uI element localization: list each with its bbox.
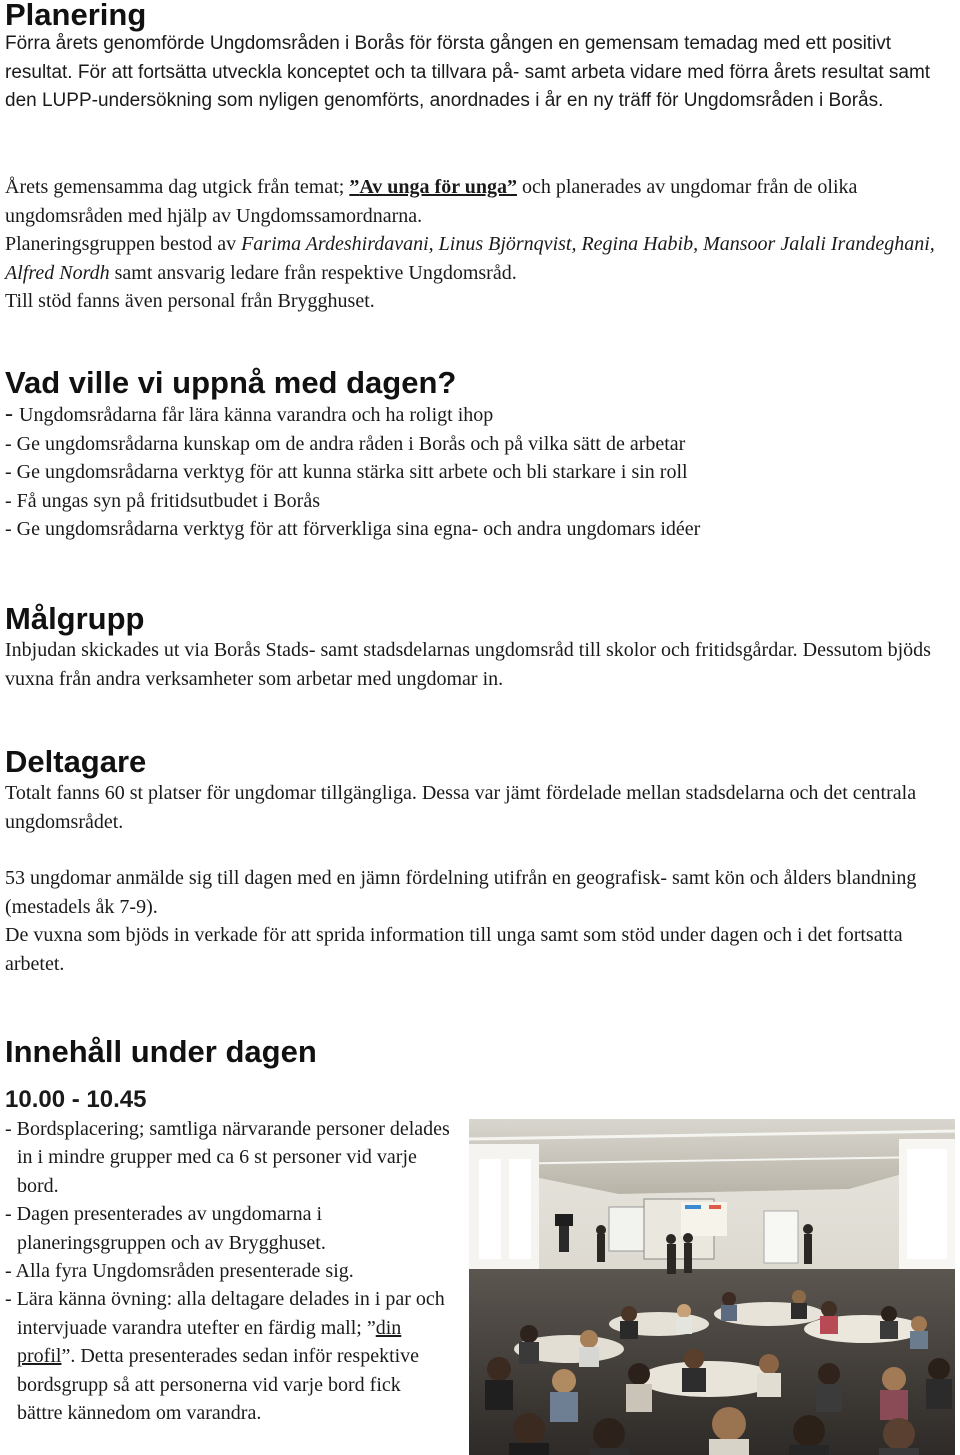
list-item: - Lära känna övning: alla deltagare delades in i par och intervjuade varandra utefter en färdig mall; ”din profil”. Detta presenterades sedan inför respektive bordsgrupp så att personerna vid varje bord fick bättre kännedom om varandra. xyxy=(5,1288,445,1425)
din-profil-link: din profil xyxy=(17,1316,402,1368)
group-post: samt ansvarig ledare från respektive Ungdomsråd. xyxy=(109,261,517,284)
deltagare-p3: De vuxna som bjöds in verkade för att sprida information till unga samt som stöd under dagen och i det fortsatta arbetet. xyxy=(5,924,903,975)
time-slot: 10.00 - 10.45 xyxy=(5,1086,147,1113)
event-photo xyxy=(469,1119,955,1455)
list-item: - Ge ungdomsrådarna verktyg för att kunna stärka sitt arbete och bli starkare i sin roll xyxy=(5,461,688,483)
malgrupp-section xyxy=(5,602,955,693)
deltagare-section xyxy=(5,745,955,978)
planering-heading: Planering xyxy=(5,0,147,32)
list-item: - Alla fyra Ungdomsråden presenterade sig. xyxy=(5,1260,354,1283)
goals-heading: Vad ville vi uppnå med dagen? xyxy=(5,365,457,400)
planering-section xyxy=(5,0,955,116)
list-item: - Bordsplacering; samtliga närvarande personer delades in i mindre grupper med ca 6 st personer vid varje bord. xyxy=(5,1118,450,1197)
support-paragraph: Till stöd fanns även personal från Brygghuset. xyxy=(5,290,375,312)
agenda-list xyxy=(5,1115,450,1427)
goals-section xyxy=(5,366,955,544)
goals-list xyxy=(5,400,955,544)
theme-pre: Årets gemensamma dag utgick från temat; xyxy=(5,176,350,198)
deltagare-heading: Deltagare xyxy=(5,744,147,779)
theme-paragraph-block xyxy=(5,173,955,316)
list-item: - Dagen presenterades av ungdomarna i planeringsgruppen och av Brygghuset. xyxy=(5,1203,326,1254)
list-item: - Få ungas syn på fritidsutbudet i Borås xyxy=(5,489,320,512)
malgrupp-heading: Målgrupp xyxy=(5,601,145,636)
theme-title xyxy=(349,176,517,198)
group-pre: Planeringsgruppen bestod av xyxy=(5,233,242,255)
group-paragraph xyxy=(5,230,955,287)
theme-paragraph xyxy=(5,173,955,230)
group-names: Farima Ardeshirdavani, Linus Björnqvist, Regina Habib, Mansoor Jalali Irandeghani, Alfred Nordh xyxy=(5,233,935,284)
deltagare-p2: 53 ungdomar anmälde sig till dagen med en jämn fördelning utifrån en geografisk- samt kön och ålders blandning (mestadels åk 7-9). xyxy=(5,867,917,918)
theme-quote-open: ” xyxy=(349,176,360,198)
deltagare-p1: Totalt fanns 60 st platser för ungdomar tillgängliga. Dessa var jämt fördelade mellan stadsdelarna och det centrala ungdomsrådet. xyxy=(5,782,917,833)
theme-text: Av unga för unga xyxy=(359,176,507,198)
theme-post: och planerades av ungdomar från de olika ungdomsråden med hjälp av Ungdomssamordnarna. xyxy=(5,176,858,227)
innehall-heading: Innehåll under dagen xyxy=(5,1034,317,1069)
list-item: - Ge ungdomsrådarna kunskap om de andra råden i Borås och på vilka sätt de arbetar xyxy=(5,432,686,455)
malgrupp-text: Inbjudan skickades ut via Borås Stads- samt stadsdelarnas ungdomsråd till skolor och fritidsgårdar. Dessutom bjöds vuxna från andra verksamheter som arbetar med ungdomar in. xyxy=(5,639,931,690)
planering-intro: Förra årets genomförde Ungdomsråden i Borås för första gången en gemensam temadag med ett positivt resultat. För att fortsätta utveckla konceptet och ta tillvara på- samt arbeta vidare med förra årets resultat samt den LUPP-undersökning som nyligen genomförts, anordnades i år en ny träff för Ungdomsråden i Borås. xyxy=(5,33,931,111)
list-item: - Ge ungdomsrådarna verktyg för att förverkliga sina egna- och andra ungdomars idéer xyxy=(5,518,701,540)
list-item: - Ungdomsrådarna får lära känna varandra och ha roligt ihop xyxy=(5,401,494,427)
theme-quote-close: ” xyxy=(506,176,517,198)
